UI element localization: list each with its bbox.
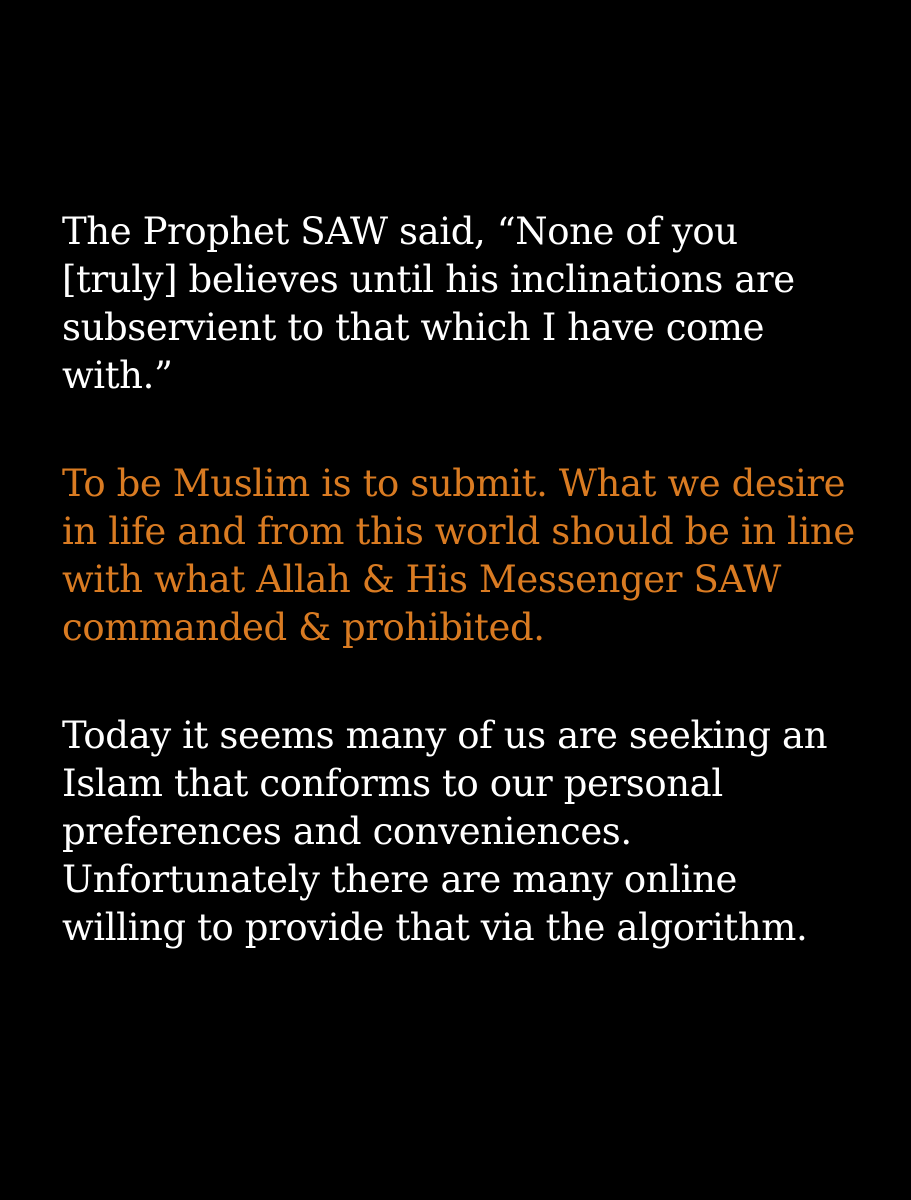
text-line: with.” [62, 354, 173, 397]
text-line: Islam that conforms to our personal [62, 762, 723, 805]
text-line: preferences and conveniences. [62, 810, 632, 853]
text-line: in life and from this world should be in line [62, 510, 855, 553]
commentary-paragraph [62, 712, 892, 952]
text-line: [truly] believes until his inclinations are [62, 258, 795, 301]
text-line: with what Allah & His Messenger SAW [62, 558, 781, 601]
text-line: To be Muslim is to submit. What we desire [62, 462, 846, 505]
text-line: subservient to that which I have come [62, 306, 765, 349]
text-line: commanded & prohibited. [62, 606, 545, 649]
text-line: willing to provide that via the algorithm. [62, 906, 808, 949]
text-line: The Prophet SAW said, “None of you [62, 210, 738, 253]
text-line: Today it seems many of us are seeking an [62, 714, 828, 757]
hadith-quote-paragraph [62, 208, 892, 400]
text-line: Unfortunately there are many online [62, 858, 737, 901]
highlighted-paragraph [62, 460, 892, 652]
